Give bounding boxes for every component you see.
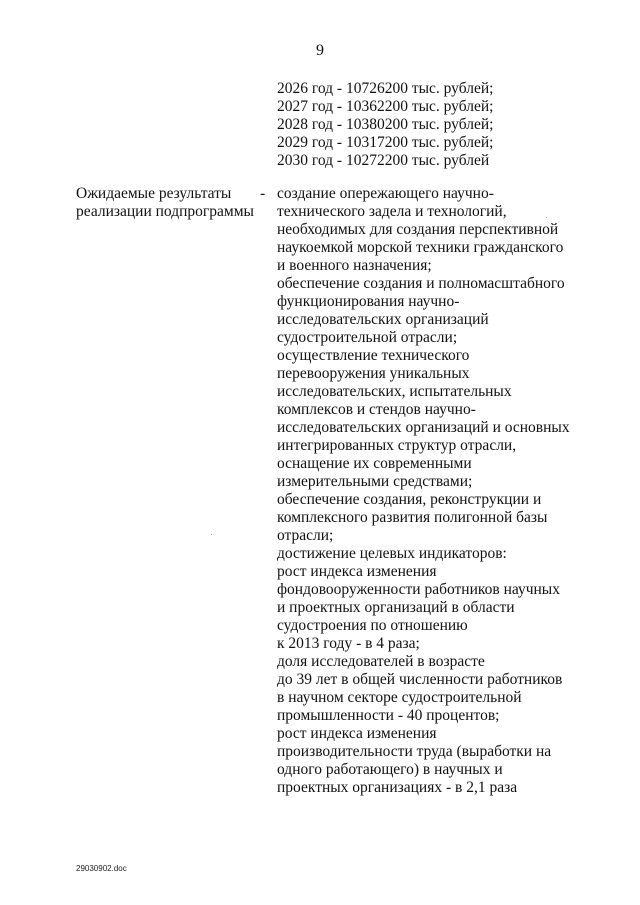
result-line: достижение целевых индикаторов: — [277, 545, 507, 562]
result-line: одного работающего) в научных и — [277, 761, 503, 778]
result-line: промышленности - 40 процентов; — [277, 707, 500, 724]
result-line: комплексов и стендов научно- — [277, 401, 476, 418]
result-line: обеспечение создания, реконструкции и — [277, 491, 542, 508]
funding-line: 2029 год - 10317200 тыс. рублей; — [277, 134, 494, 151]
result-line: рост индекса изменения — [277, 563, 437, 580]
results-lines — [277, 185, 570, 797]
funding-line: 2030 год - 10272200 тыс. рублей — [277, 152, 490, 169]
result-line: создание опережающего научно- — [277, 185, 494, 202]
result-line: в научном секторе судостроительной — [277, 689, 522, 706]
result-line: измерительными средствами; — [277, 473, 473, 490]
section-label-line: Ожидаемые результаты — [76, 185, 232, 202]
funding-line: 2028 год - 10380200 тыс. рублей; — [277, 116, 494, 133]
result-line: необходимых для создания перспективной — [277, 221, 559, 238]
result-line: интегрированных структур отрасли, — [277, 437, 517, 454]
scan-speck — [546, 217, 547, 218]
result-line: и военного назначения; — [277, 257, 432, 274]
result-line: и проектных организаций в области — [277, 599, 515, 616]
result-line: исследовательских, испытательных — [277, 383, 512, 400]
funding-line: 2026 год - 10726200 тыс. рублей; — [277, 80, 494, 97]
result-line: к 2013 году - в 4 раза; — [277, 635, 420, 652]
result-line: судостроительной отрасли; — [277, 329, 458, 346]
page-number: 9 — [316, 42, 324, 59]
section-label-line: реализации подпрограммы — [76, 203, 254, 220]
result-line: оснащение их современными — [277, 455, 472, 472]
result-line: исследовательских организаций и основных — [277, 419, 570, 436]
result-line: комплексного развития полигонной базы — [277, 509, 548, 526]
funding-lines — [277, 80, 493, 170]
result-line: осуществление технического — [277, 347, 470, 364]
funding-line: 2027 год - 10362200 тыс. рублей; — [277, 98, 494, 115]
scan-speck — [211, 534, 212, 535]
result-line: до 39 лет в общей численности работников — [277, 671, 563, 688]
result-line: обеспечение создания и полномасштабного — [277, 275, 565, 292]
result-line: перевооружения уникальных — [277, 365, 470, 382]
section-label — [76, 185, 254, 221]
result-line: технического задела и технологий, — [277, 203, 507, 220]
result-line: функционирования научно- — [277, 293, 460, 310]
result-line: судостроения по отношению — [277, 617, 468, 634]
result-line: наукоемкой морской техники гражданского — [277, 239, 564, 256]
result-line: исследовательских организаций — [277, 311, 489, 328]
result-line: производительности труда (выработки на — [277, 743, 552, 760]
result-line: проектных организациях - в 2,1 раза — [277, 779, 518, 796]
section-dash: - — [260, 185, 266, 202]
result-line: доля исследователей в возрасте — [277, 653, 485, 670]
result-line: фондовооруженности работников научных — [277, 581, 560, 598]
result-line: рост индекса изменения — [277, 725, 437, 742]
footer-file-name: 29030902.doc — [76, 864, 127, 873]
result-line: отрасли; — [277, 527, 334, 544]
